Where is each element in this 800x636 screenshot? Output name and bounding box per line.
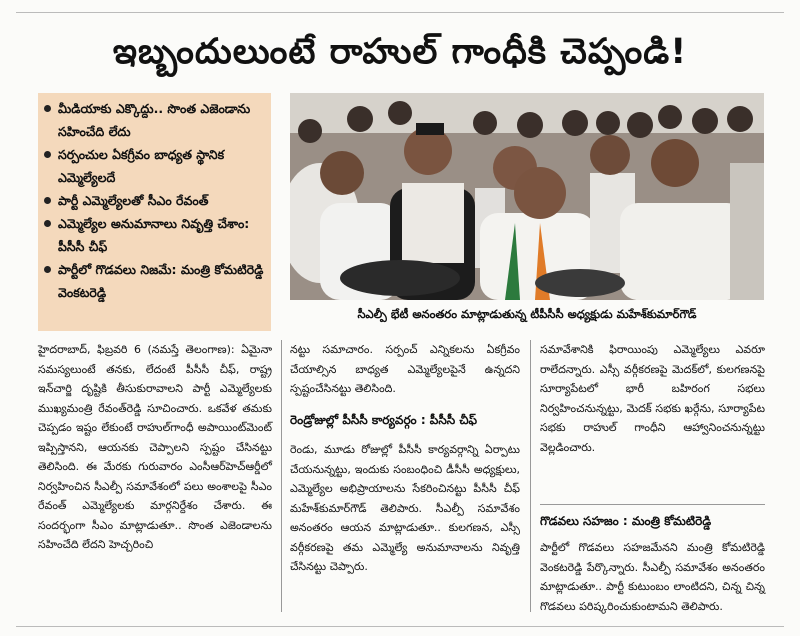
- bullet-icon: [44, 105, 51, 112]
- bullet-icon: [44, 197, 51, 204]
- column-3: [540, 340, 765, 613]
- summary-text: పార్టీ ఎమ్మెల్యేలతో సీఎం రేవంత్: [58, 193, 209, 208]
- column-divider: [281, 340, 282, 612]
- column-3-intro: సమావేశానికి ఫిరాయింపు ఎమ్మెల్యేలు ఎవరూ రాలేదన్నారు. ఎస్సీ వర్గీకరణపై మెదక్‌లో, కులగణనపై సూర్యాపేటలో భారీ బహిరంగ సభలు నిర్వహించనున్నట్టు, మెదక్ సభకు ఖర్గేను, సూర్యాపేట సభకు రాహుల్ గాంధీని ఆహ్వానించనున్నట్టు వెల్లడించారు.: [540, 343, 765, 454]
- summary-text: పార్టీలో గొడవలు నిజమే: మంత్రి కోమటిరెడ్డి వెంకటరెడ్డి: [58, 262, 264, 300]
- column-3-text: పార్టీలో గొడవలు సహజమేనని మంత్రి కోమటిరెడ్డి వెంకటరెడ్డి పేర్కొన్నారు. సీఎల్పీ సమావేశం అనంతరం మాట్లాడుతూ.. పార్టీ కుటుంబం లాంటిదని, చిన్న చిన్న గొడవలు పరిష్కరించుకుంటామని తెలిపారు.: [540, 541, 765, 613]
- column-1: [38, 340, 272, 555]
- column-2-intro: నట్టు సమాచారం. సర్పంచ్ ఎన్నికలను ఏకగ్రీవం చేయాల్సిన బాధ్యత ఎమ్మెల్యేలపైనే ఉన్నదని స్పష్టంచేసినట్టు తెలిసింది.: [290, 343, 520, 395]
- summary-text: ఎమ్మెల్యేల అనుమానాలు నివృత్తి చేశాం: పీసీసీ చీఫ్: [58, 216, 250, 254]
- bottom-rule: [16, 626, 784, 627]
- summary-item: [44, 97, 265, 143]
- column-divider: [530, 340, 531, 612]
- summary-text: సర్పంచుల ఏకగ్రీవం బాధ్యత స్థానిక ఎమ్మెల్యేలదే: [58, 147, 225, 185]
- summary-item: [44, 258, 265, 304]
- column-2: [290, 340, 520, 577]
- photo-caption: సీఎల్పీ భేటీ అనంతరం మాట్లాడుతున్న టీపీసీసీ అధ్యక్షుడు మహేశ్‌కుమార్‌గౌడ్: [357, 307, 697, 321]
- top-rule: [16, 12, 784, 13]
- section-divider: [540, 504, 765, 505]
- column-1-text: హైదరాబాద్, ఫిబ్రవరి 6 (నమస్తే తెలంగాణ): ఏమైనా సమస్యలుంటే తనకు, లేదంటే పీసీసీ చీఫ్, రాష్ట్ర ఇన్‌చార్జి దృష్టికి తీసుకురావాలని పార్టీ ఎమ్మెల్యేలకు ముఖ్యమంత్రి రేవంత్‌రెడ్డి సూచించారు. ఒకవేళ తమకు చెప్పడం ఇష్టం లేకుంటే రాహుల్‌గాంధీ అపాయింట్‌మెంట్ ఇప్పిస్తానని, ఆయనకు చెప్పాలని స్పష్టం చేసినట్టు తెలిసింది. ఈ మేరకు గురువారం ఎంసీఆర్‌హెచ్‌ఆర్డీలో నిర్వహించిన సీఎల్పీ సమావేశంలో పలు అంశాలపై సీఎం రేవంత్ ఎమ్మెల్యేలకు మార్గనిర్దేశం చేశారు. ఈ సందర్భంగా సీఎం మాట్లాడుతూ.. సొంత ఎజెండాలను సహించేది లేదని హెచ్చరించి: [38, 343, 272, 551]
- bullet-icon: [44, 151, 51, 158]
- bullet-icon: [44, 220, 51, 227]
- summary-item: [44, 212, 265, 258]
- summary-item: [44, 143, 265, 189]
- news-photo: [290, 93, 764, 300]
- subheading-pcc: రెండ్రోజుల్లో పీసీసీ కార్యవర్గం : పీసీసీ చీఫ్: [290, 412, 478, 427]
- bullet-icon: [44, 266, 51, 273]
- column-2-text: రెండు, మూడు రోజుల్లో పీసీసీ కార్యవర్గాన్ని ఏర్పాటు చేయనున్నట్టు, ఇందుకు సంబంధించి డీసీసీ అధ్యక్షులు, ఎమ్మెల్యేల అభిప్రాయాలను సేకరించినట్టు పీసీసీ చీఫ్ మహేశ్‌కుమార్‌గౌడ్ తెలిపారు. సీఎల్పీ సమావేశం అనంతరం ఆయన మాట్లాడుతూ.. కులగణన, ఎస్సీ వర్గీకరణపై తమ ఎమ్మెల్యే అనుమానాలను నివృత్తి చేసినట్టు చెప్పారు.: [290, 443, 520, 573]
- subheading-komatireddy: గొడవలు సహజం : మంత్రి కోమటిరెడ్డి: [540, 514, 712, 528]
- summary-item: [44, 189, 265, 212]
- summary-box: [38, 93, 271, 331]
- summary-text: మీడియాకు ఎక్కొద్దు.. సొంత ఎజెండాను సహించేది లేదు: [58, 101, 251, 139]
- headline: ఇబ్బందులుంటే రాహుల్ గాంధీకి చెప్పండి!: [112, 32, 688, 72]
